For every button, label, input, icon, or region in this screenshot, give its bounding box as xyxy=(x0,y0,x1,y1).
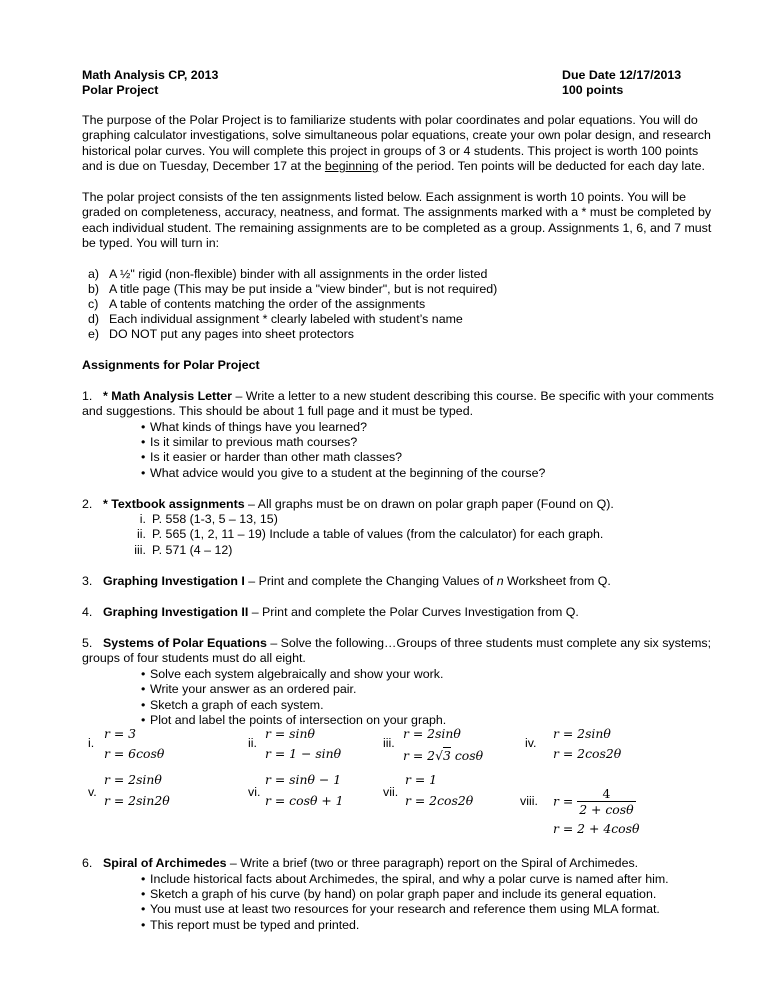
due-date: Due Date 12/17/2013 xyxy=(562,68,682,82)
system-ii-eq2: r = 1 − sinθ xyxy=(265,746,342,761)
intro-paragraph-1 xyxy=(82,113,722,174)
system-v-eq1: r = 2sinθ xyxy=(104,772,162,787)
system-iv-label: iv. xyxy=(525,736,537,750)
assignment-6: 6. Spiral of Archimedes – Write a brief (two or three paragraph) report on the Spiral of Archimedes. xyxy=(82,856,639,870)
system-iv-eq1: r = 2sinθ xyxy=(553,726,611,741)
list-item: e) DO NOT put any pages into sheet protectors xyxy=(88,327,354,341)
intro-paragraph-2: The polar project consists of the ten assignments listed below. Each assignment is worth 10 points. You will be graded on completeness, accuracy, neatness, and format. The assignments marked with a * must be completed by each individual student. The remaining assignments are to be completed as a group. Assignments 1, 6, and 7 must be typed. You will turn in: xyxy=(82,190,712,250)
system-viii-eq1: r = $\frac{4}{2 + \cos\theta}$ xyxy=(553,786,634,818)
points-total: 100 points xyxy=(562,83,624,97)
list-item: • Is it similar to previous math courses? xyxy=(141,435,358,449)
list-item: • What advice would you give to a student at the beginning of the course? xyxy=(141,466,546,480)
system-ii-eq1: r = sinθ xyxy=(265,726,315,741)
assignment-2: 2. * Textbook assignments – All graphs must be on drawn on polar graph paper (Found on Q). xyxy=(82,497,614,511)
assignment-1: 1. * Math Analysis Letter – Write a letter to a new student describing this course. Be specific with your comments and suggestions. This should be about 1 full page and it must be typed. xyxy=(82,389,714,419)
system-i-eq2: r = 6cosθ xyxy=(104,746,165,761)
list-item: • Sketch a graph of each system. xyxy=(141,698,324,712)
list-item: • What kinds of things have you learned? xyxy=(141,420,367,434)
assignment-4: 4. Graphing Investigation II – Print and complete the Polar Curves Investigation from Q. xyxy=(82,605,579,619)
list-item: • You must use at least two resources for your research and reference them using MLA format. xyxy=(141,902,660,916)
system-viii-eq2: r = 2 + 4cosθ xyxy=(553,821,640,836)
list-item: c) A table of contents matching the order of the assignments xyxy=(88,297,426,311)
system-ii-label: ii. xyxy=(248,736,257,750)
system-iv-eq2: r = 2cos2θ xyxy=(553,746,622,761)
list-item: • Plot and label the points of intersection on your graph. xyxy=(141,713,447,727)
system-i-label: i. xyxy=(88,736,95,750)
assignment-5: 5. Systems of Polar Equations – Solve the following…Groups of three students must complete any six systems; groups of four students must do all eight. xyxy=(82,636,712,666)
system-iii-label: iii. xyxy=(383,736,395,750)
system-vi-label: vi. xyxy=(248,785,261,799)
course-title: Math Analysis CP, 2013 xyxy=(82,68,219,82)
list-item: • Solve each system algebraically and show your work. xyxy=(141,667,444,681)
assignment-3: 3. Graphing Investigation I – Print and complete the Changing Values of n Worksheet from Q. xyxy=(82,574,611,588)
list-item: a) A ½" rigid (non-flexible) binder with all assignments in the order listed xyxy=(88,267,488,281)
assignments-heading: Assignments for Polar Project xyxy=(82,358,260,372)
system-vi-eq1: r = sinθ − 1 xyxy=(265,772,342,787)
intro-p1-b: of the period. Ten points will be deducted for each day late. xyxy=(378,158,705,173)
system-vii-eq2: r = 2cos2θ xyxy=(405,793,474,808)
project-title: Polar Project xyxy=(82,83,159,97)
system-vii-label: vii. xyxy=(383,785,399,799)
system-viii-label: viii. xyxy=(520,794,538,808)
list-item: • Is it easier or harder than other math classes? xyxy=(141,450,403,464)
list-item: d) Each individual assignment * clearly labeled with student’s name xyxy=(88,312,463,326)
system-v-label: v. xyxy=(88,785,97,799)
system-iii-eq1: r = 2sinθ xyxy=(403,726,461,741)
list-item: b) A title page (This may be put inside a "view binder", but is not required) xyxy=(88,282,498,296)
list-item: iii. P. 571 (4 – 12) xyxy=(134,543,233,557)
system-v-eq2: r = 2sin2θ xyxy=(104,793,170,808)
list-item: • Sketch a graph of his curve (by hand) on polar graph paper and include its general equation. xyxy=(141,887,657,901)
intro-p1-a: The purpose of the Polar Project is to familiarize students with polar coordinates and polar equations. You will do graphing calculator investigations, solve simultaneous polar equations, create your own polar design, and research historical polar curves. You will complete this project in groups of 3 or 4 students. This project is worth 100 points and is due on Tuesday, December 17 at the xyxy=(82,113,711,173)
system-iii-eq2: r = 2√3 cosθ xyxy=(403,748,484,763)
list-item: i. P. 558 (1-3, 5 – 13, 15) xyxy=(139,512,278,526)
list-item: • Write your answer as an ordered pair. xyxy=(141,682,357,696)
system-i-eq1: r = 3 xyxy=(104,726,137,741)
system-vi-eq2: r = cosθ + 1 xyxy=(265,793,344,808)
list-item: • This report must be typed and printed. xyxy=(141,918,360,932)
intro-p1-underline: beginning xyxy=(324,158,379,173)
system-vii-eq1: r = 1 xyxy=(405,772,438,787)
list-item: ii. P. 565 (1, 2, 11 – 19) Include a table of values (from the calculator) for each graph. xyxy=(137,527,604,541)
list-item: • Include historical facts about Archimedes, the spiral, and why a polar curve is named after him. xyxy=(141,872,669,886)
